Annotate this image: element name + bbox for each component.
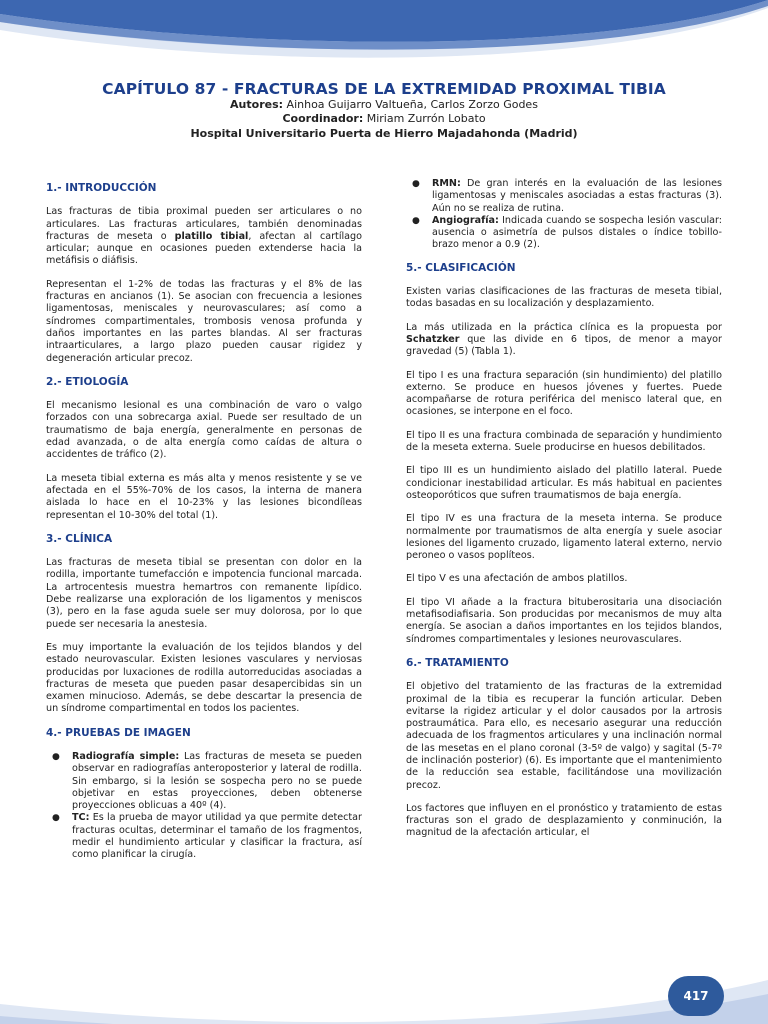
left-column: [46, 178, 362, 872]
tratamiento-paragraph-2: Los factores que influyen en el pronóstico y tratamiento de estas fracturas son el grado de desplazamiento y conminución, la magnitud de la afectación articular, el: [406, 802, 722, 839]
chapter-title: CAPÍTULO 87 - FRACTURAS DE LA EXTREMIDAD PROXIMAL TIBIA: [102, 80, 666, 98]
clinica-paragraph-1: Las fracturas de meseta tibial se presentan con dolor en la rodilla, importante tumefacción e impotencia funcional marcada. La artrocentesis muestra hemartros con remanente lipídico. Debe realizarse una exploración de los ligamentos y meniscos (3), pero en la fase aguda suele ser muy dolorosa, por lo que puede ser necesaria la anestesia.: [46, 557, 362, 630]
clasificacion-paragraph-1: Existen varias clasificaciones de las fracturas de meseta tibial, todas basadas en su localización y desplazamiento.: [406, 286, 722, 310]
clasificacion-paragraph-tipo-5: El tipo V es una afectación de ambos platillos.: [406, 573, 628, 585]
chapter-header: [0, 80, 768, 141]
authors-label: Autores:: [230, 98, 284, 111]
list-item: ● Radiografía simple: Las fracturas de meseta se pueden observar en radiografías anteroposterior y lateral de rodilla. Sin embargo, si la lesión se sospecha pero no se puede objetivar en estas proyecciones, deben obtenerse proyecciones oblicuas a 40º (4).: [52, 750, 362, 812]
list-item: ● Angiografía: Indicada cuando se sospecha lesión vascular: ausencia o asimetría de pulsos distales o índice tobillo-brazo menor a 0.9 (2).: [412, 214, 722, 251]
section-heading-etiologia: 2.- ETIOLOGÍA: [46, 375, 129, 388]
intro-paragraph-2: Representan el 1-2% de todas las fracturas y el 8% de las fracturas en ancianos (1). Se asocian con frecuencia a lesiones ligamentosas, meniscales y neurovasculares; así como a síndromes compartimentales, trombosis venosa profunda y daños importantes en las partes blandas. Al ser fracturas intraarticulares, a largo plazo pueden causar rigidez y degeneración articular precoz.: [46, 278, 362, 364]
clasificacion-paragraph-tipo-4: El tipo IV es una fractura de la meseta interna. Se produce normalmente por traumatismos de alta energía y suele asociar lesiones del ligamento cruzado, ligamento lateral externo, nervio peroneo o vasos poplíteos.: [406, 513, 722, 562]
bullet-icon: ●: [52, 751, 60, 762]
section-heading-pruebas-imagen: 4.- PRUEBAS DE IMAGEN: [46, 726, 191, 739]
authors-names: Ainhoa Guijarro Valtueña, Carlos Zorzo Godes: [286, 98, 538, 111]
header-wave-decoration: [0, 0, 768, 80]
right-column: [406, 178, 722, 851]
coordinator-line: [0, 112, 768, 126]
section-heading-introduccion: 1.- INTRODUCCIÓN: [46, 182, 157, 194]
hospital-name: Hospital Universitario Puerta de Hierro Majadahonda (Madrid): [190, 127, 578, 140]
coordinator-name: Miriam Zurrón Lobato: [366, 112, 486, 125]
bullet-icon: ●: [412, 215, 420, 226]
clasificacion-paragraph-tipo-3: El tipo III es un hundimiento aislado del platillo lateral. Puede condicionar inestabilidad articular. Es más habitual en pacientes osteoporóticos que sufren traumatismos de baja energía.: [406, 465, 722, 501]
section-heading-clasificacion: 5.- CLASIFICACIÓN: [406, 261, 516, 274]
clasificacion-paragraph-tipo-6: El tipo VI añade a la fractura bituberositaria una disociación metafisodiafisaria. Son producidas por mecanismos de muy alta energía. Se asocian a daños importantes en los tejidos blandos, síndromes compartimentales y lesiones neurovasculares.: [406, 596, 722, 645]
bullet-icon: ●: [412, 179, 420, 189]
imaging-bullet-list: [46, 751, 362, 862]
intro-paragraph-1: Las fracturas de tibia proximal pueden ser articulares o no articulares. Las fracturas articulares, también denominadas fracturas de meseta o platillo tibial, afectan al cartílago articular; aunque en ocasiones pueden extenderse hacia la metáfisis o diáfisis.: [46, 206, 362, 267]
section-heading-tratamiento: 6.- TRATAMIENTO: [406, 656, 509, 669]
etiologia-paragraph-2: La meseta tibial externa es más alta y menos resistente y se ve afectada en el 55%-70% de los casos, la interna de manera aislada lo hace en el 10-23% y las lesiones bicondíleas representan el 10-30% del total (1).: [46, 472, 362, 521]
etiologia-paragraph-1: El mecanismo lesional es una combinación de varo o valgo forzados con una sobrecarga axial. Puede ser resultado de un traumatismo de baja energía, generalmente en personas de edad avanzada, o de alta energía como caídas de altura o accidentes de tráfico (2).: [46, 400, 362, 461]
footer-wave-decoration: [0, 960, 768, 1024]
clinica-paragraph-2: Es muy importante la evaluación de los tejidos blandos y del estado neurovascular. Existen lesiones vasculares y nerviosas producidas por luxaciones de rodilla autorreducidas asociadas a fracturas de meseta que pueden pasar desapercibidas sin un examen minucioso. Además, se debe descartar la presencia de un síndrome compartimental en todos los pacientes.: [46, 641, 362, 715]
coordinator-label: Coordinador:: [282, 112, 364, 125]
bullet-icon: ●: [52, 813, 60, 824]
authors-line: [0, 98, 768, 112]
page-number-badge: 417: [668, 976, 724, 1016]
list-item: ● RMN: De gran interés en la evaluación de las lesiones ligamentosas y meniscales asociadas a estas fracturas (3). Aún no se realiza de rutina.: [412, 178, 722, 214]
list-item: ● TC: Es la prueba de mayor utilidad ya que permite detectar fracturas ocultas, determinar el tamaño de los fragmentos, medir el hundimiento articular y clasificar la fractura, así como planificar la cirugía.: [52, 812, 362, 861]
clasificacion-paragraph-2: La más utilizada en la práctica clínica es la propuesta por Schatzker que las divide en 6 tipos, de menor a mayor gravedad (5) (Tabla 1).: [406, 321, 722, 358]
clasificacion-paragraph-tipo-1: El tipo I es una fractura separación (sin hundimiento) del platillo externo. Se produce en huesos jóvenes y fuertes. Puede acompañarse de rotura periférica del menisco lateral que, en ocasiones, se interpone en el foco.: [406, 369, 722, 418]
imaging-bullet-list-continued: [406, 178, 722, 252]
clasificacion-paragraph-tipo-2: El tipo II es una fractura combinada de separación y hundimiento de la meseta externa. Suele producirse en huesos debilitados.: [406, 429, 722, 454]
tratamiento-paragraph-1: El objetivo del tratamiento de las fracturas de la extremidad proximal de la tibia es recuperar la función articular. Deben evitarse la rigidez articular y el dolor causados por la artrosis postraumática. Para ello, es necesario asegurar una reducción adecuada de los fragmentos articulares y una inclinación normal de las mesetas en el plano coronal (3-5º de valgo) y sagital (5-7º de inclinación posterior) (6). Es importante que el mantenimiento de la reducción sea estable, facilitándose una movilización precoz.: [406, 681, 722, 791]
section-heading-clinica: 3.- CLÍNICA: [46, 532, 113, 545]
